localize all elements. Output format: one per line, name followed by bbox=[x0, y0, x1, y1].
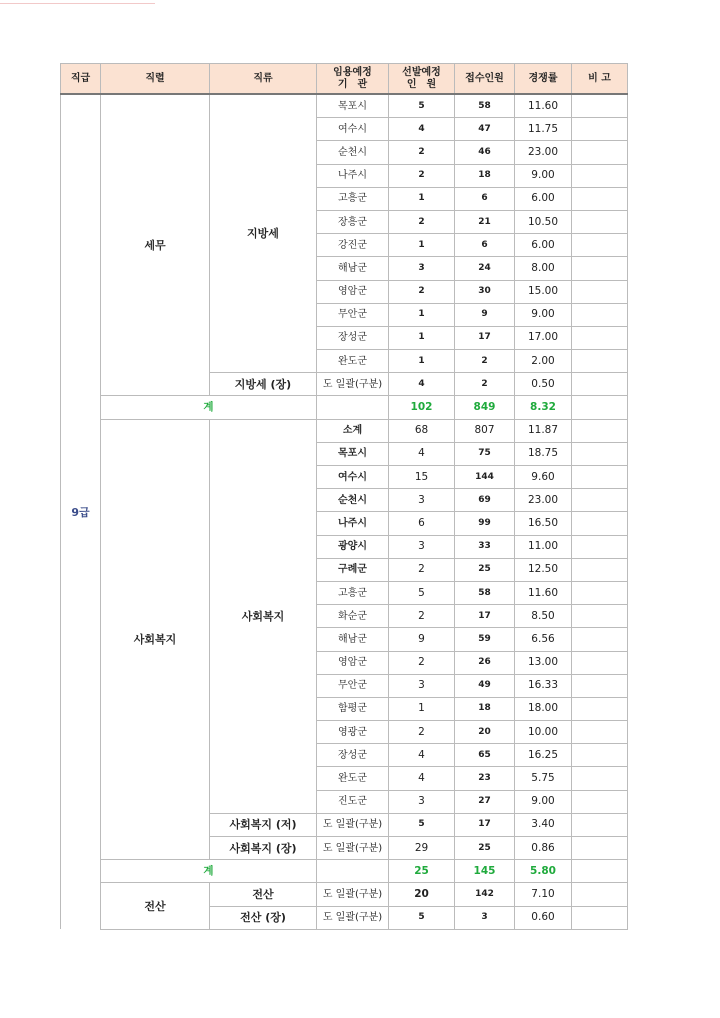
total-label: 계 bbox=[101, 396, 317, 419]
applicants-cell: 18 bbox=[455, 164, 515, 187]
ratio-cell: 2.00 bbox=[515, 350, 572, 373]
planned-cell: 2 bbox=[389, 210, 455, 233]
remarks-cell bbox=[572, 535, 628, 558]
planned-cell: 2 bbox=[389, 141, 455, 164]
ratio-cell: 17.00 bbox=[515, 326, 572, 349]
total-label: 계 bbox=[101, 860, 317, 883]
agency-cell: 해남군 bbox=[317, 628, 389, 651]
agency-cell: 함평군 bbox=[317, 697, 389, 720]
planned-cell: 6 bbox=[389, 512, 455, 535]
ratio-cell: 0.86 bbox=[515, 837, 572, 860]
category-cell-welfare-disabled: 사회복지 (장) bbox=[210, 837, 317, 860]
applicants-cell: 75 bbox=[455, 442, 515, 465]
ratio-cell: 0.60 bbox=[515, 906, 572, 929]
applicants-cell: 23 bbox=[455, 767, 515, 790]
ratio-cell: 18.00 bbox=[515, 697, 572, 720]
planned-cell: 4 bbox=[389, 744, 455, 767]
planned-cell: 1 bbox=[389, 326, 455, 349]
planned-cell: 3 bbox=[389, 535, 455, 558]
remarks-cell bbox=[572, 350, 628, 373]
agency-cell: 진도군 bbox=[317, 790, 389, 813]
planned-cell: 1 bbox=[389, 303, 455, 326]
ratio-cell: 18.75 bbox=[515, 442, 572, 465]
remarks-cell bbox=[572, 466, 628, 489]
header-agency-line1: 임용예정 bbox=[333, 66, 372, 78]
ratio-cell: 11.00 bbox=[515, 535, 572, 558]
header-remarks: 비 고 bbox=[572, 64, 628, 95]
table-body bbox=[61, 94, 628, 929]
header-row bbox=[61, 64, 628, 95]
ratio-cell: 10.50 bbox=[515, 210, 572, 233]
ratio-cell: 7.10 bbox=[515, 883, 572, 906]
remarks-cell bbox=[572, 837, 628, 860]
remarks-cell bbox=[572, 790, 628, 813]
planned-cell: 68 bbox=[389, 419, 455, 442]
ratio-cell: 5.80 bbox=[515, 860, 572, 883]
remarks-cell bbox=[572, 210, 628, 233]
applicants-cell: 17 bbox=[455, 326, 515, 349]
ratio-cell: 23.00 bbox=[515, 141, 572, 164]
ratio-cell: 6.56 bbox=[515, 628, 572, 651]
ratio-cell: 9.00 bbox=[515, 164, 572, 187]
applicants-cell: 9 bbox=[455, 303, 515, 326]
header-planned-line1: 선발예정 bbox=[402, 66, 441, 78]
remarks-cell bbox=[572, 187, 628, 210]
planned-cell: 5 bbox=[389, 813, 455, 836]
planned-cell: 2 bbox=[389, 651, 455, 674]
remarks-cell bbox=[572, 303, 628, 326]
ratio-cell: 12.50 bbox=[515, 558, 572, 581]
category-cell-welfare: 사회복지 bbox=[210, 419, 317, 813]
table-row bbox=[61, 419, 628, 442]
applicants-cell: 2 bbox=[455, 373, 515, 396]
remarks-cell bbox=[572, 581, 628, 604]
agency-cell: 무안군 bbox=[317, 674, 389, 697]
header-series: 직렬 bbox=[101, 64, 210, 95]
planned-cell: 4 bbox=[389, 767, 455, 790]
applicants-cell: 58 bbox=[455, 94, 515, 118]
ratio-cell: 8.32 bbox=[515, 396, 572, 419]
ratio-cell: 8.50 bbox=[515, 605, 572, 628]
agency-cell: 나주시 bbox=[317, 164, 389, 187]
category-cell-welfare-low-income: 사회복지 (저) bbox=[210, 813, 317, 836]
remarks-cell bbox=[572, 744, 628, 767]
remarks-cell bbox=[572, 419, 628, 442]
applicants-cell: 26 bbox=[455, 651, 515, 674]
agency-cell: 장성군 bbox=[317, 744, 389, 767]
total-row bbox=[61, 860, 628, 883]
planned-cell: 2 bbox=[389, 280, 455, 303]
remarks-cell bbox=[572, 326, 628, 349]
applicants-cell: 30 bbox=[455, 280, 515, 303]
applicants-cell: 65 bbox=[455, 744, 515, 767]
category-cell-computing: 전산 (장) bbox=[210, 906, 317, 929]
ratio-cell: 16.50 bbox=[515, 512, 572, 535]
series-cell-tax: 세무 bbox=[101, 94, 210, 396]
ratio-cell: 13.00 bbox=[515, 651, 572, 674]
agency-cell bbox=[317, 396, 389, 419]
agency-cell: 고흥군 bbox=[317, 581, 389, 604]
agency-cell: 순천시 bbox=[317, 141, 389, 164]
ratio-cell: 11.60 bbox=[515, 94, 572, 118]
ratio-cell: 9.60 bbox=[515, 466, 572, 489]
applicants-cell: 21 bbox=[455, 210, 515, 233]
planned-cell: 25 bbox=[389, 860, 455, 883]
remarks-cell bbox=[572, 118, 628, 141]
applicants-cell: 20 bbox=[455, 721, 515, 744]
remarks-cell bbox=[572, 906, 628, 929]
header-planned bbox=[389, 64, 455, 95]
series-cell-computing: 전산 bbox=[101, 883, 210, 929]
ratio-cell: 3.40 bbox=[515, 813, 572, 836]
agency-cell: 고흥군 bbox=[317, 187, 389, 210]
agency-cell: 나주시 bbox=[317, 512, 389, 535]
remarks-cell bbox=[572, 234, 628, 257]
applicants-cell: 2 bbox=[455, 350, 515, 373]
remarks-cell bbox=[572, 164, 628, 187]
remarks-cell bbox=[572, 697, 628, 720]
remarks-cell bbox=[572, 628, 628, 651]
agency-cell: 완도군 bbox=[317, 767, 389, 790]
ratio-cell: 0.50 bbox=[515, 373, 572, 396]
planned-cell: 2 bbox=[389, 558, 455, 581]
applicants-cell: 47 bbox=[455, 118, 515, 141]
remarks-cell bbox=[572, 674, 628, 697]
ratio-cell: 5.75 bbox=[515, 767, 572, 790]
recruitment-table bbox=[60, 63, 628, 930]
header-agency-line2: 기 관 bbox=[337, 78, 368, 90]
planned-cell: 1 bbox=[389, 697, 455, 720]
agency-cell: 영광군 bbox=[317, 721, 389, 744]
applicants-cell: 49 bbox=[455, 674, 515, 697]
ratio-cell: 15.00 bbox=[515, 280, 572, 303]
agency-cell: 해남군 bbox=[317, 257, 389, 280]
agency-cell: 완도군 bbox=[317, 350, 389, 373]
applicants-cell: 27 bbox=[455, 790, 515, 813]
remarks-cell bbox=[572, 141, 628, 164]
planned-cell: 2 bbox=[389, 721, 455, 744]
category-cell-local-tax-disabled: 지방세 (장) bbox=[210, 373, 317, 396]
remarks-cell bbox=[572, 558, 628, 581]
agency-cell: 소계 bbox=[317, 419, 389, 442]
planned-cell: 15 bbox=[389, 466, 455, 489]
remarks-cell bbox=[572, 280, 628, 303]
remarks-cell bbox=[572, 860, 628, 883]
grade-cell: 9급 bbox=[61, 94, 101, 929]
agency-cell: 목포시 bbox=[317, 442, 389, 465]
applicants-cell: 24 bbox=[455, 257, 515, 280]
header-ratio: 경쟁률 bbox=[515, 64, 572, 95]
applicants-cell: 849 bbox=[455, 396, 515, 419]
header-category: 직류 bbox=[210, 64, 317, 95]
agency-cell: 목포시 bbox=[317, 94, 389, 118]
remarks-cell bbox=[572, 883, 628, 906]
planned-cell: 1 bbox=[389, 187, 455, 210]
applicants-cell: 25 bbox=[455, 837, 515, 860]
agency-cell: 순천시 bbox=[317, 489, 389, 512]
applicants-cell: 145 bbox=[455, 860, 515, 883]
applicants-cell: 142 bbox=[455, 883, 515, 906]
agency-cell: 광양시 bbox=[317, 535, 389, 558]
agency-cell: 장성군 bbox=[317, 326, 389, 349]
agency-cell bbox=[317, 860, 389, 883]
agency-cell: 여수시 bbox=[317, 118, 389, 141]
ratio-cell: 9.00 bbox=[515, 790, 572, 813]
header-planned-line2: 인 원 bbox=[406, 78, 437, 90]
applicants-cell: 6 bbox=[455, 187, 515, 210]
top-accent-line bbox=[0, 3, 155, 4]
applicants-cell: 69 bbox=[455, 489, 515, 512]
agency-cell: 영암군 bbox=[317, 651, 389, 674]
header-applicants: 접수인원 bbox=[455, 64, 515, 95]
planned-cell: 3 bbox=[389, 257, 455, 280]
planned-cell: 2 bbox=[389, 164, 455, 187]
applicants-cell: 17 bbox=[455, 605, 515, 628]
remarks-cell bbox=[572, 489, 628, 512]
table-row bbox=[61, 94, 628, 118]
remarks-cell bbox=[572, 767, 628, 790]
agency-cell: 영암군 bbox=[317, 280, 389, 303]
remarks-cell bbox=[572, 651, 628, 674]
planned-cell: 1 bbox=[389, 234, 455, 257]
category-cell-computing: 전산 bbox=[210, 883, 317, 906]
header-agency bbox=[317, 64, 389, 95]
applicants-cell: 807 bbox=[455, 419, 515, 442]
applicants-cell: 3 bbox=[455, 906, 515, 929]
ratio-cell: 9.00 bbox=[515, 303, 572, 326]
ratio-cell: 8.00 bbox=[515, 257, 572, 280]
planned-cell: 5 bbox=[389, 94, 455, 118]
planned-cell: 1 bbox=[389, 350, 455, 373]
applicants-cell: 18 bbox=[455, 697, 515, 720]
ratio-cell: 6.00 bbox=[515, 187, 572, 210]
ratio-cell: 11.75 bbox=[515, 118, 572, 141]
applicants-cell: 99 bbox=[455, 512, 515, 535]
applicants-cell: 59 bbox=[455, 628, 515, 651]
agency-cell: 여수시 bbox=[317, 466, 389, 489]
remarks-cell bbox=[572, 721, 628, 744]
planned-cell: 2 bbox=[389, 605, 455, 628]
ratio-cell: 6.00 bbox=[515, 234, 572, 257]
remarks-cell bbox=[572, 442, 628, 465]
series-cell-welfare: 사회복지 bbox=[101, 419, 210, 860]
planned-cell: 102 bbox=[389, 396, 455, 419]
planned-cell: 3 bbox=[389, 674, 455, 697]
planned-cell: 29 bbox=[389, 837, 455, 860]
applicants-cell: 144 bbox=[455, 466, 515, 489]
agency-cell: 무안군 bbox=[317, 303, 389, 326]
applicants-cell: 17 bbox=[455, 813, 515, 836]
ratio-cell: 23.00 bbox=[515, 489, 572, 512]
agency-cell: 화순군 bbox=[317, 605, 389, 628]
planned-cell: 4 bbox=[389, 442, 455, 465]
ratio-cell: 11.87 bbox=[515, 419, 572, 442]
ratio-cell: 16.33 bbox=[515, 674, 572, 697]
header-grade: 직급 bbox=[61, 64, 101, 95]
remarks-cell bbox=[572, 94, 628, 118]
planned-cell: 4 bbox=[389, 118, 455, 141]
ratio-cell: 11.60 bbox=[515, 581, 572, 604]
remarks-cell bbox=[572, 813, 628, 836]
ratio-cell: 10.00 bbox=[515, 721, 572, 744]
remarks-cell bbox=[572, 257, 628, 280]
table-row bbox=[61, 883, 628, 906]
planned-cell: 9 bbox=[389, 628, 455, 651]
remarks-cell bbox=[572, 373, 628, 396]
applicants-cell: 58 bbox=[455, 581, 515, 604]
agency-cell: 도 일괄(구분) bbox=[317, 906, 389, 929]
remarks-cell bbox=[572, 396, 628, 419]
agency-cell: 강진군 bbox=[317, 234, 389, 257]
planned-cell: 5 bbox=[389, 906, 455, 929]
planned-cell: 3 bbox=[389, 790, 455, 813]
applicants-cell: 25 bbox=[455, 558, 515, 581]
agency-cell: 도 일괄(구분) bbox=[317, 373, 389, 396]
planned-cell: 3 bbox=[389, 489, 455, 512]
agency-cell: 도 일괄(구분) bbox=[317, 813, 389, 836]
agency-cell: 장흥군 bbox=[317, 210, 389, 233]
applicants-cell: 33 bbox=[455, 535, 515, 558]
remarks-cell bbox=[572, 512, 628, 535]
agency-cell: 도 일괄(구분) bbox=[317, 837, 389, 860]
planned-cell: 4 bbox=[389, 373, 455, 396]
agency-cell: 구례군 bbox=[317, 558, 389, 581]
planned-cell: 20 bbox=[389, 883, 455, 906]
total-row bbox=[61, 396, 628, 419]
ratio-cell: 16.25 bbox=[515, 744, 572, 767]
applicants-cell: 46 bbox=[455, 141, 515, 164]
planned-cell: 5 bbox=[389, 581, 455, 604]
applicants-cell: 6 bbox=[455, 234, 515, 257]
remarks-cell bbox=[572, 605, 628, 628]
agency-cell: 도 일괄(구분) bbox=[317, 883, 389, 906]
category-cell-local-tax: 지방세 bbox=[210, 94, 317, 373]
